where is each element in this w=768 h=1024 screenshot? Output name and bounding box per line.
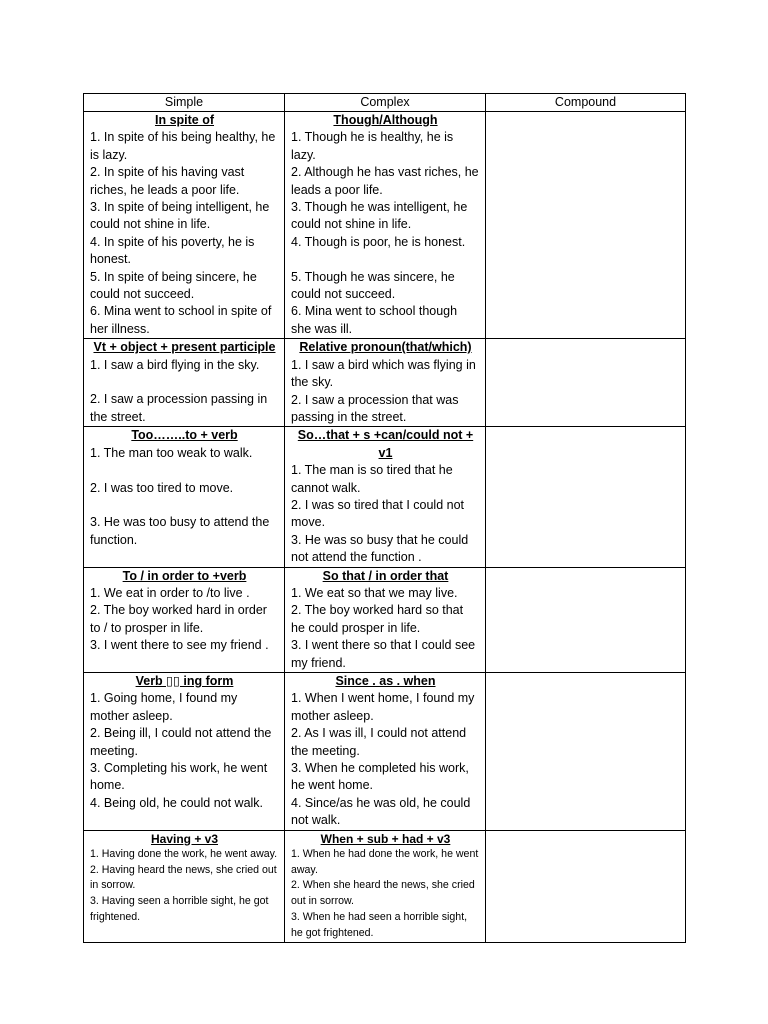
example-sentence: 3. I went there to see my friend . <box>90 638 269 653</box>
example-sentence: 1. The man is so tired that he cannot walk. <box>291 463 453 495</box>
section-title: To / in order to +verb <box>122 568 247 583</box>
example-sentence: 2. I saw a procession that was passing in the street. <box>291 392 459 424</box>
example-sentence: 6. Mina went to school in spite of her illness. <box>90 304 272 336</box>
section-title: Too……..to + verb <box>131 428 238 443</box>
table-row <box>84 567 686 672</box>
example-sentence: 3. When he had seen a horrible sight, he got frightened. <box>291 911 468 940</box>
simple-cell <box>84 830 285 942</box>
example-sentence: 2. The boy worked hard so that he could prosper in life. <box>291 603 464 635</box>
compound-cell <box>486 673 686 831</box>
section-title: Relative pronoun(that/which) <box>299 340 472 355</box>
example-sentence: 3. He was so busy that he could not attend the function . <box>291 532 469 565</box>
example-sentence: 1. In spite of his being healthy, he is lazy. <box>90 130 276 162</box>
example-sentence: 2. Although he has vast riches, he leads a poor life. <box>291 165 479 197</box>
table-row <box>84 427 686 567</box>
example-sentence: 5. Though he was sincere, he could not succeed. <box>291 269 455 302</box>
example-sentence: 2. Being ill, I could not attend the meeting. <box>90 726 272 758</box>
example-sentence: 1. When he had done the work, he went away. <box>291 847 479 876</box>
simple-cell <box>84 673 285 831</box>
example-sentence: 3. Though he was intelligent, he could not shine in life. <box>291 200 468 232</box>
example-sentence: 2. In spite of his having vast riches, he leads a poor life. <box>90 165 245 197</box>
section-title: Having + v3 <box>150 831 219 846</box>
header-row <box>84 94 686 112</box>
complex-cell <box>285 830 486 942</box>
table-row <box>84 830 686 942</box>
example-sentence: 2. I was too tired to move. <box>90 480 234 495</box>
example-sentence: 1. Having done the work, he went away. <box>90 847 278 860</box>
example-sentence: 3. I went there so that I could see my friend. <box>291 638 476 670</box>
table-row <box>84 112 686 339</box>
example-sentence: 2. I saw a procession passing in the street. <box>90 392 268 424</box>
example-sentence: 2. As I was ill, I could not attend the meeting. <box>291 726 467 758</box>
section-title: Though/Although <box>333 113 438 127</box>
example-sentence: 4. Though is poor, he is honest. <box>291 234 466 249</box>
example-sentence: 1. I saw a bird which was flying in the sky. <box>291 357 476 390</box>
example-sentence: 3. Completing his work, he went home. <box>90 761 268 793</box>
example-sentence: 2. I was so tired that I could not move. <box>291 497 465 530</box>
section-title: When + sub + had + v3 <box>320 831 451 846</box>
header-simple: Simple <box>84 94 285 112</box>
section-title: In spite of <box>154 113 215 127</box>
example-sentence: 1. We eat so that we may live. <box>291 585 458 600</box>
section-title: Verb ▯▯ ing form <box>135 674 234 688</box>
simple-cell <box>84 427 285 567</box>
example-sentence: 3. In spite of being intelligent, he could not shine in life. <box>90 200 270 232</box>
example-sentence: 1. We eat in order to /to live . <box>90 585 250 600</box>
example-sentence: 1. I saw a bird flying in the sky. <box>90 357 260 372</box>
compound-cell <box>486 112 686 339</box>
example-sentence: 1. When I went home, I found my mother asleep. <box>291 691 475 723</box>
complex-cell <box>285 567 486 672</box>
blank-line <box>90 374 279 391</box>
complex-cell <box>285 427 486 567</box>
compound-cell <box>486 567 686 672</box>
compound-cell <box>486 339 686 427</box>
sentence-transformation-table <box>83 93 686 943</box>
compound-cell <box>486 427 686 567</box>
compound-cell <box>486 830 686 942</box>
example-sentence: 1. Though he is healthy, he is lazy. <box>291 130 454 162</box>
table-row <box>84 339 686 427</box>
simple-cell <box>84 112 285 339</box>
header-complex: Complex <box>285 94 486 112</box>
example-sentence: 6. Mina went to school though she was ill. <box>291 304 458 336</box>
example-sentence: 4. In spite of his poverty, he is honest. <box>90 234 255 267</box>
example-sentence: 3. Having seen a horrible sight, he got frightened. <box>90 895 269 924</box>
blank-line <box>291 251 480 268</box>
example-sentence: 1. The man too weak to walk. <box>90 445 253 460</box>
complex-cell <box>285 673 486 831</box>
example-sentence: 5. In spite of being sincere, he could not succeed. <box>90 269 257 302</box>
example-sentence: 4. Being old, he could not walk. <box>90 795 264 810</box>
section-title: Vt + object + present participle <box>93 340 276 355</box>
table-row <box>84 673 686 831</box>
example-sentence: 1. Going home, I found my mother asleep. <box>90 691 238 723</box>
section-title: Since . as . when <box>335 674 436 688</box>
simple-cell <box>84 567 285 672</box>
example-sentence: 2. When she heard the news, she cried out in sorrow. <box>291 879 475 908</box>
header-compound: Compound <box>486 94 686 112</box>
section-title: So…that + s +can/could not + v1 <box>297 428 474 460</box>
example-sentence: 3. When he completed his work, he went home. <box>291 761 469 793</box>
blank-line <box>90 462 279 479</box>
simple-cell <box>84 339 285 427</box>
example-sentence: 4. Since/as he was old, he could not walk. <box>291 795 471 828</box>
example-sentence: 3. He was too busy to attend the function. <box>90 515 270 547</box>
section-title: So that / in order that <box>322 568 449 583</box>
complex-cell <box>285 112 486 339</box>
blank-line <box>90 497 279 514</box>
example-sentence: 2. Having heard the news, she cried out in sorrow. <box>90 863 277 892</box>
example-sentence: 2. The boy worked hard in order to / to prosper in life. <box>90 603 267 635</box>
complex-cell <box>285 339 486 427</box>
